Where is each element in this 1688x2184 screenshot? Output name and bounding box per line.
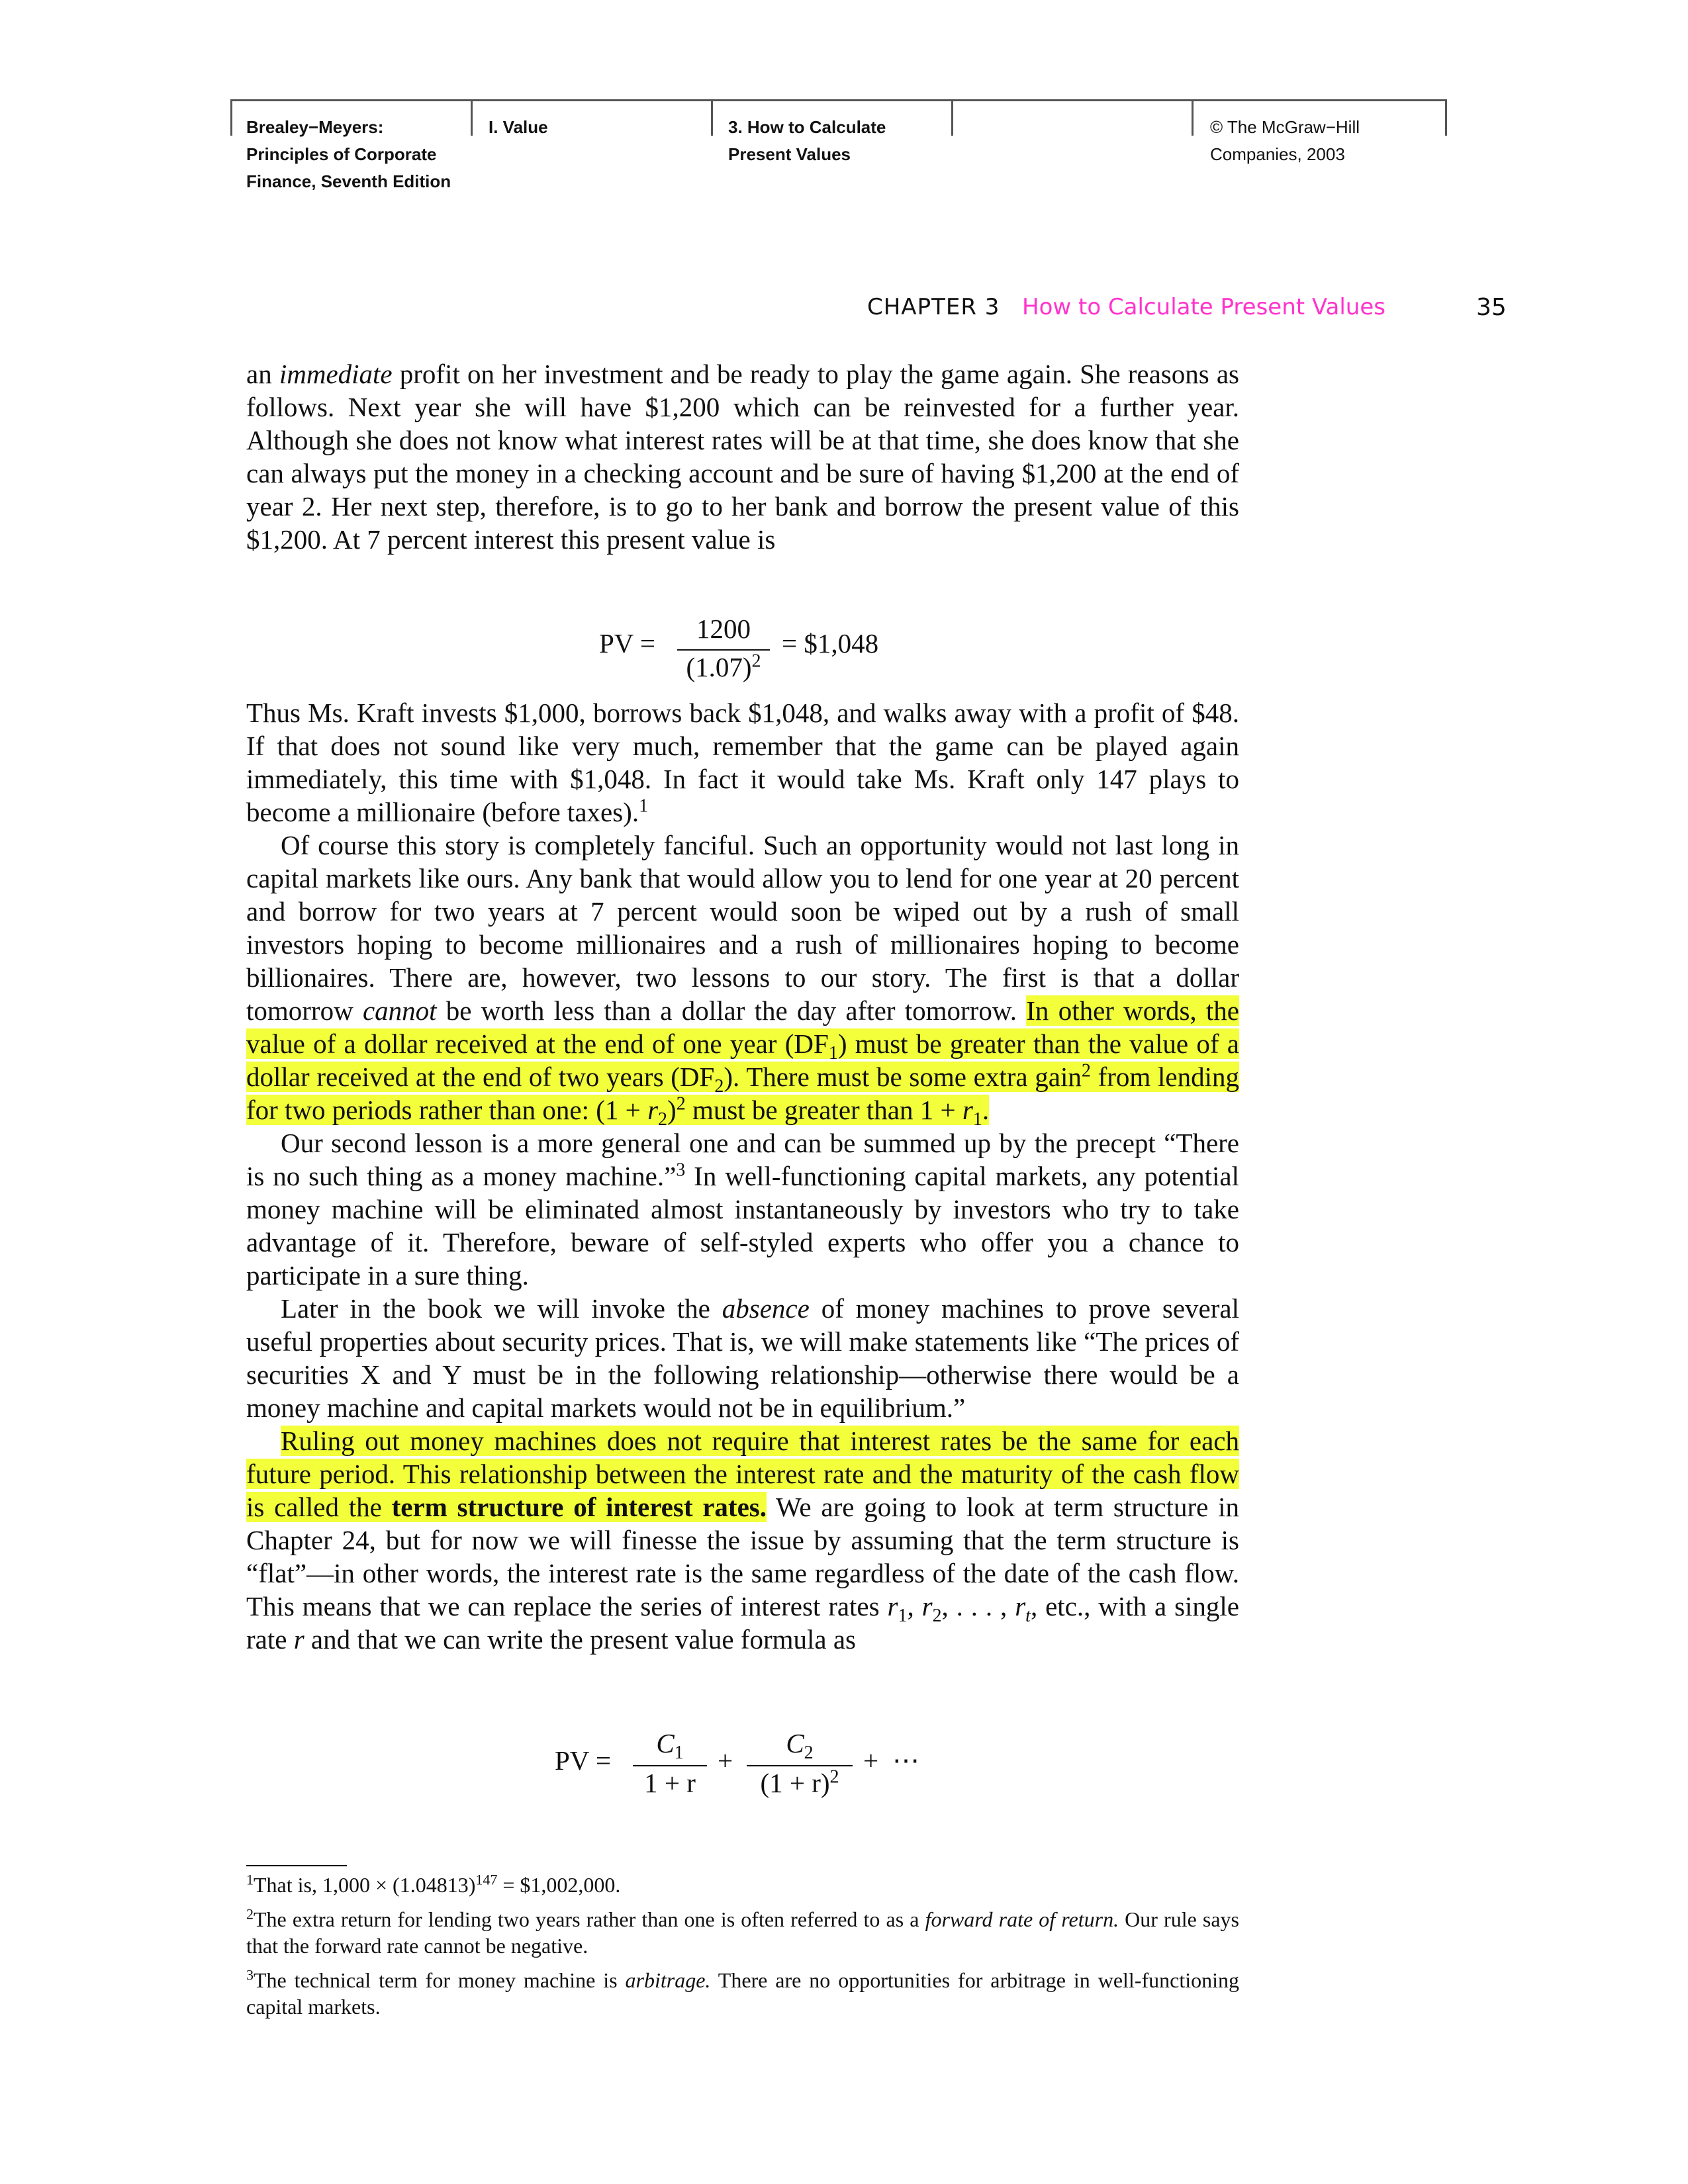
paragraph-5: Later in the book we will invoke the absence of money machines to prove several useful properties about security prices. That is, we will make statements like “The prices of securities X and Y must be in the following relationship—otherwise there would be a money machine and capital markets would not be in equilibrium.”: [246, 1293, 1239, 1423]
footnote-ref-1: 1: [639, 796, 649, 817]
eq2-lhs: PV =: [555, 1745, 612, 1776]
chapter-title: How to Calculate Present Values: [1022, 294, 1385, 320]
eq2-fraction-1: $C_1$ 1 + r: [633, 1727, 707, 1800]
equation-present-value: [599, 613, 930, 686]
eq2-ellipsis: ⋯: [892, 1745, 919, 1776]
header-copyright: © The McGraw−Hill Companies, 2003: [1210, 117, 1360, 164]
highlight-1: In other words, the value of a dollar received at the end of one year $(DF_1)$ must be greater than the value of a dollar received at the end of two years $(DF_2)$. There must be some extra gain$^2$ from lending for two periods rather than one: $(1 + r_2)^2$ must be greater than $1 + r_1$.: [246, 995, 1240, 1130]
chapter-label: CHAPTER 3: [867, 294, 1000, 320]
footnote-1: $^1$That is, $1,000 \times (1.04813)^{147}$ = $1,002,000.: [246, 1871, 621, 1897]
header-part: I. Value: [489, 117, 548, 137]
header-book-title: Brealey−Meyers: Principles of Corporate Finance, Seventh Edition: [246, 117, 451, 191]
eq1-lhs: PV =: [599, 628, 656, 659]
paragraph-1: an immediate profit on her investment and be ready to play the game again. She reasons as follows. Next year she will have $1,200 which can be reinvested for a further year. Although she does not know what interest rates will be at that time, she does know that she can always put the money in a checking account and be sure of having $1,200 at the end of year 2. Her next step, therefore, is to go to her bank and borrow the present value of this $1,200. At 7 percent interest this present value is: [246, 359, 1239, 555]
header-chapter: 3. How to Calculate Present Values: [728, 117, 886, 164]
eq1-fraction: [677, 613, 770, 686]
paragraph-4: Our second lesson is a more general one and can be summed up by the precept “There is no such thing as a money machine.”$^3$ In well-functioning capital markets, any potential money machine will be eliminated almost instantaneously by investors who try to take advantage of it. Therefore, beware of self-styled experts who offer you a chance to participate in a sure thing.: [246, 1128, 1239, 1291]
highlight-2: Ruling out money machines does not require that interest rates be the same for each future period. This relationship between the interest rate and the maturity of the cash flow is called the term structure of interest rates.: [246, 1426, 1239, 1522]
eq2-plus-1: +: [718, 1745, 733, 1776]
eq1-numerator: 1200: [696, 614, 751, 644]
eq2-plus-2: +: [863, 1745, 879, 1776]
main-text: [246, 696, 1239, 1656]
header-cell-blank: [951, 101, 1192, 136]
footnote-ref-3: 3: [676, 1160, 686, 1181]
paragraph-3: Of course this story is completely fanciful. Such an opportunity would not last long in capital markets like ours. Any bank that would allow you to lend for one year at 20 percent and borrow for two years at 7 percent would soon be wiped out by a rush of small investors hoping to become millionaires and a rush of millionaires hoping to become billionaires. There are, however, two lessons to our story. The first is that a dollar tomorrow cannot be worth less than a dollar the day after tomorrow. In other words, the value of a dollar received at the end of one year $(DF_1)$ must be greater than the value of a dollar received at the end of two years $(DF_2)$. There must be some extra gain$^2$ from lending for two periods rather than one: $(1 + r_2)^2$ must be greater than $1 + r_1$.: [246, 830, 1240, 1130]
equation-pv-formula: [555, 1727, 925, 1800]
footnote-3: $^3$The technical term for money machine is arbitrage. There are no opportunities for arbitrage in well-functioning capital markets.: [246, 1966, 1240, 2019]
page-number: 35: [1476, 294, 1507, 321]
footnote-rule: [246, 1865, 347, 1866]
eq1-rhs: = $1,048: [782, 628, 879, 659]
paragraph-2: Thus Ms. Kraft invests $1,000, borrows back $1,048, and walks away with a profit of $48. If that does not sound like very much, remember that the game can be played again immediately, this time with $1,048. In fact it would take Ms. Kraft only 147 plays to become a millionaire (before taxes).$^1$: [246, 698, 1239, 827]
paragraph-6: Ruling out money machines does not require that interest rates be the same for each future period. This relationship between the interest rate and the maturity of the cash flow is called the term structure of interest rates. We are going to look at term structure in Chapter 24, but for now we will finesse the issue by assuming that the term structure is “flat”—in other words, the interest rate is the same regardless of the date of the cash flow. This means that we can replace the series of interest rates $r_1$, $r_2$, . . . , $r_t$, etc., with a single rate r and that we can write the present value formula as: [246, 1426, 1240, 1655]
eq1-denominator: $(1.07)^2$: [686, 651, 761, 682]
footnote-2: $^2$The extra return for lending two years rather than one is often referred to as a forward rate of return. Our rule says that the forward rate cannot be negative.: [246, 1905, 1240, 1958]
eq2-fraction-2: $C_2$ $(1 + r)^2$: [747, 1727, 853, 1800]
